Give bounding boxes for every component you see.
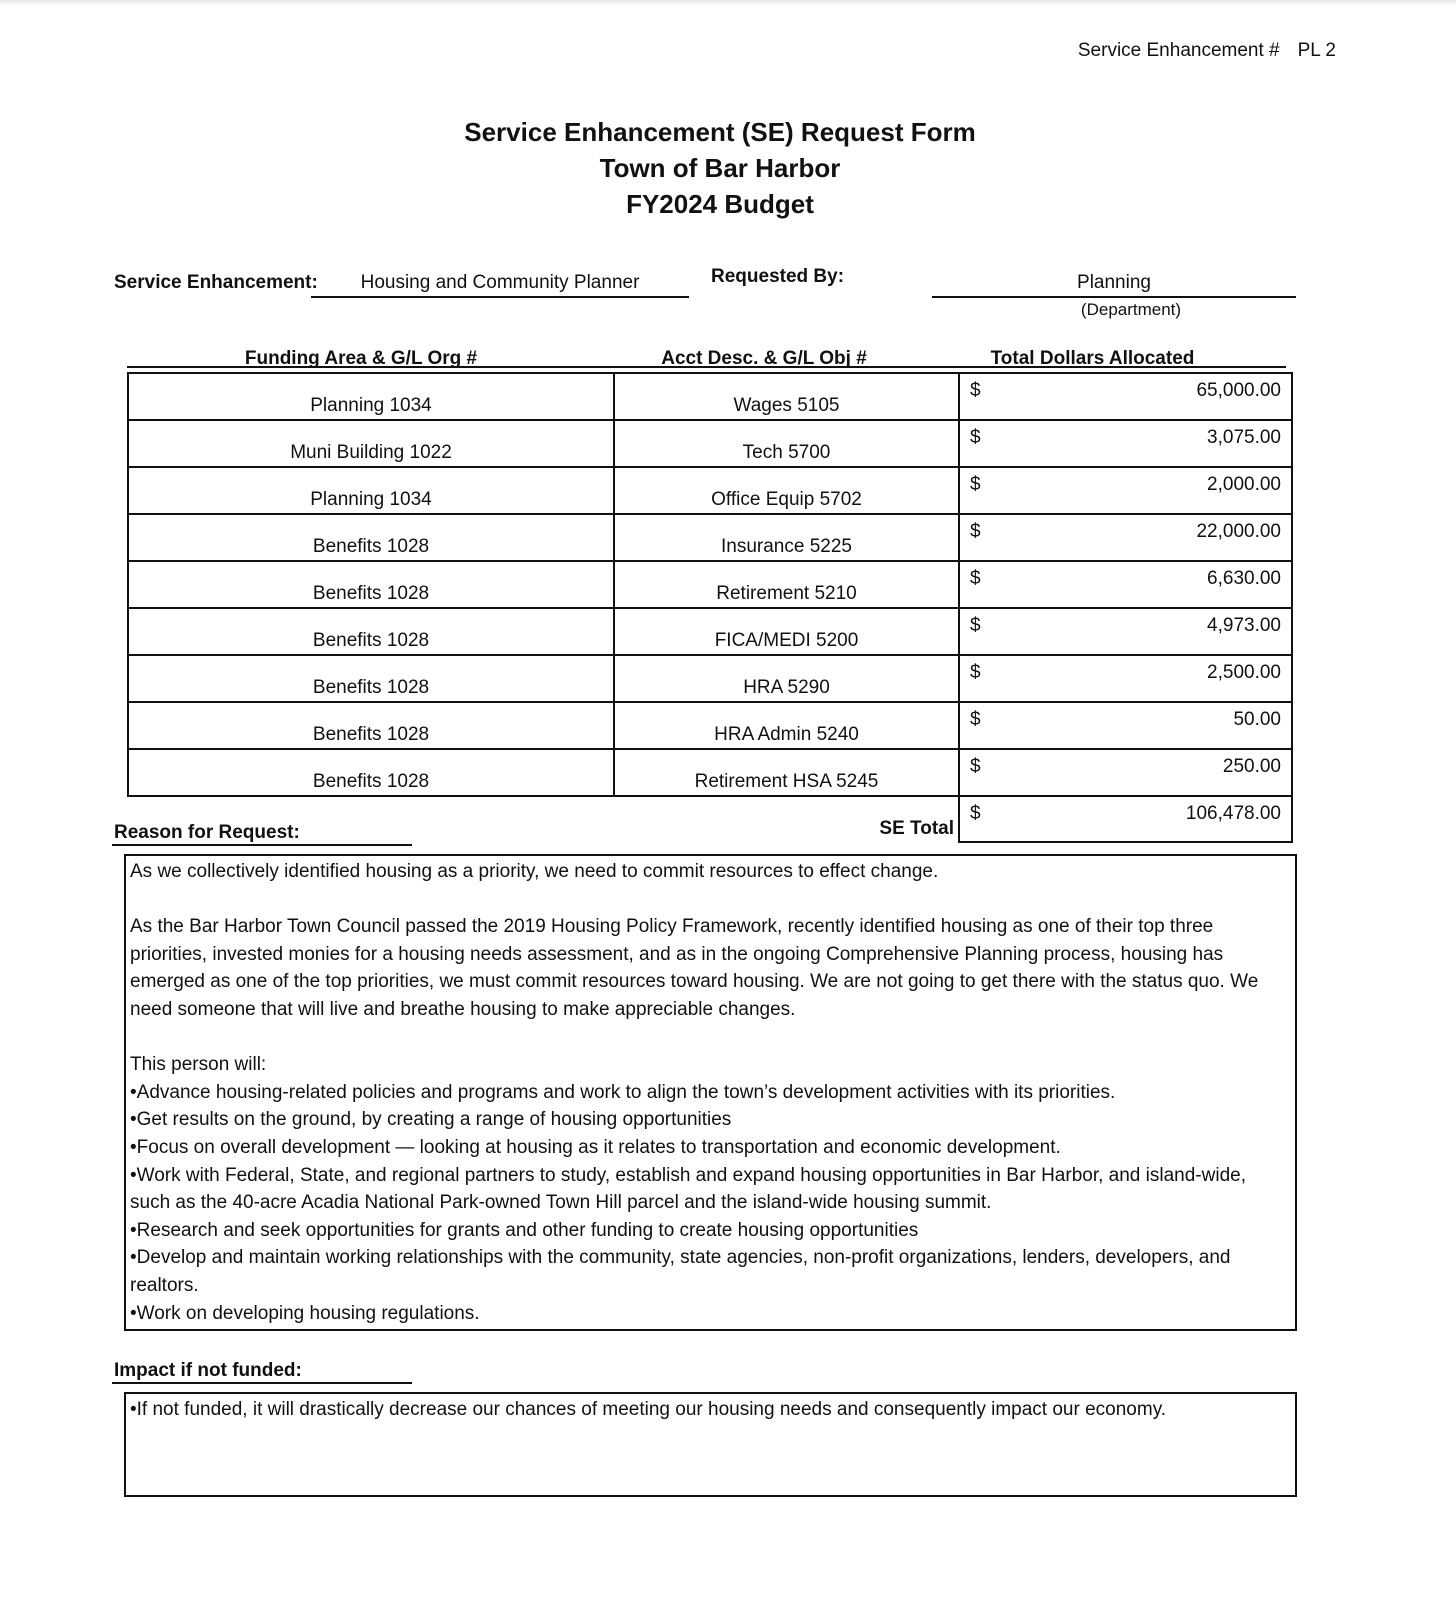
table-row [128, 373, 1292, 420]
reason-bullet: •Advance housing-related policies and programs and work to align the town’s development activities with its priorities. [130, 1081, 1116, 1103]
funding-area-cell: Benefits 1028 [128, 514, 614, 561]
currency-symbol: $ [970, 615, 981, 636]
currency-symbol: $ [970, 521, 981, 542]
amount-value: 65,000.00 [1196, 380, 1281, 401]
currency-symbol: $ [970, 568, 981, 589]
funding-area-cell: Benefits 1028 [128, 608, 614, 655]
funding-area-cell: Benefits 1028 [128, 561, 614, 608]
reason-paragraph-2: As the Bar Harbor Town Council passed the 2019 Housing Policy Framework, recently identified housing as one of their top three priorities, invested monies for a housing needs assessment, and as in the ongoing Comprehensive Planning process, housing has emerged as one of the top priorities, we must commit resources toward housing. We are not going to get there with the status quo. We need someone that will live and breathe housing to make appreciable changes. [130, 916, 1259, 1020]
account-desc-cell: FICA/MEDI 5200 [614, 608, 959, 655]
currency-symbol: $ [970, 380, 981, 401]
account-desc-cell: Wages 5105 [614, 373, 959, 420]
amount-cell [959, 702, 1292, 749]
reason-bullet: •Work with Federal, State, and regional partners to study, establish and expand housing opportunities in Bar Harbor, and island-wide, such as the 40-acre Acadia National Park-owned Town Hill parcel and the island-wide housing summit. [130, 1164, 1246, 1214]
currency-symbol: $ [970, 662, 981, 683]
account-desc-cell: Insurance 5225 [614, 514, 959, 561]
col-header-acct: Acct Desc. & G/L Obj # [661, 348, 867, 369]
amount-value: 250.00 [1222, 756, 1281, 777]
table-row [128, 420, 1292, 467]
amount-value: 50.00 [1233, 709, 1281, 730]
amount-cell [959, 514, 1292, 561]
funding-area-cell: Benefits 1028 [128, 749, 614, 796]
amount-cell [959, 561, 1292, 608]
impact-text: •If not funded, it will drastically decrease our chances of meeting our housing needs and consequently impact our economy. [130, 1399, 1167, 1420]
funding-area-cell: Benefits 1028 [128, 702, 614, 749]
account-desc-cell: Tech 5700 [614, 420, 959, 467]
amount-cell [959, 420, 1292, 467]
se-number [1000, 40, 1336, 62]
funding-area-cell: Planning 1034 [128, 467, 614, 514]
funding-area-cell: Planning 1034 [128, 373, 614, 420]
account-desc-cell: Retirement HSA 5245 [614, 749, 959, 796]
amount-value: 3,075.00 [1207, 427, 1281, 448]
se-number-value: PL 2 [1297, 40, 1336, 61]
amount-value: 2,000.00 [1207, 474, 1281, 495]
amount-value: 2,500.00 [1207, 662, 1281, 683]
reason-intro: This person will: [130, 1054, 267, 1076]
title-line-2: Town of Bar Harbor [599, 153, 841, 183]
amount-cell [959, 749, 1292, 796]
col-header-funding: Funding Area & G/L Org # [244, 348, 478, 369]
currency-symbol: $ [970, 756, 981, 777]
form-title [0, 114, 1440, 222]
impact-box [124, 1392, 1297, 1497]
reason-paragraph-1: As we collectively identified housing as a priority, we need to commit resources to effect change. [130, 861, 939, 882]
department-caption: (Department) [1080, 300, 1182, 319]
page-top-edge [0, 0, 1456, 6]
title-line-3: FY2024 Budget [626, 189, 814, 219]
se-total-label: SE Total [879, 818, 954, 839]
amount-cell [959, 608, 1292, 655]
se-total-cell [959, 796, 1292, 842]
currency-symbol: $ [970, 803, 981, 824]
currency-symbol: $ [970, 427, 981, 448]
amount-cell [959, 467, 1292, 514]
amount-value: 4,973.00 [1207, 615, 1281, 636]
table-row [128, 467, 1292, 514]
currency-symbol: $ [970, 474, 981, 495]
table-row [128, 561, 1292, 608]
requested-by-label: Requested By: [711, 266, 845, 287]
reason-bullet: •Work on developing housing regulations. [130, 1302, 480, 1324]
account-desc-cell: HRA 5290 [614, 655, 959, 702]
table-row [128, 608, 1292, 655]
account-desc-cell: HRA Admin 5240 [614, 702, 959, 749]
reason-bullet: •Focus on overall development — looking at housing as it relates to transportation and economic development. [130, 1136, 1061, 1158]
amount-cell [959, 373, 1292, 420]
se-total-amount: 106,478.00 [1185, 803, 1281, 824]
se-number-label: Service Enhancement # [1077, 40, 1280, 61]
service-enhancement-field: Housing and Community Planner [311, 272, 689, 298]
table-row [128, 514, 1292, 561]
title-line-1: Service Enhancement (SE) Request Form [464, 117, 976, 147]
funding-area-cell: Muni Building 1022 [128, 420, 614, 467]
reason-label: Reason for Request: [112, 822, 412, 846]
department-field: Planning [932, 272, 1296, 298]
funding-area-cell: Benefits 1028 [128, 655, 614, 702]
table-row [128, 749, 1292, 796]
reason-bullet: •Get results on the ground, by creating a range of housing opportunities [130, 1109, 732, 1131]
reason-box [124, 854, 1297, 1331]
col-header-total: Total Dollars Allocated [990, 348, 1195, 369]
impact-label: Impact if not funded: [112, 1360, 412, 1384]
amount-value: 22,000.00 [1196, 521, 1281, 542]
reason-bullet: •Develop and maintain working relationships with the community, state agencies, non-profit organizations, lenders, developers, and realtors. [130, 1247, 1231, 1296]
allocation-table [127, 372, 1293, 843]
account-desc-cell: Office Equip 5702 [614, 467, 959, 514]
account-desc-cell: Retirement 5210 [614, 561, 959, 608]
currency-symbol: $ [970, 709, 981, 730]
table-row [128, 655, 1292, 702]
reason-bullet: •Research and seek opportunities for grants and other funding to create housing opportunities [130, 1219, 919, 1241]
amount-cell [959, 655, 1292, 702]
reason-bullet-list [130, 1079, 1291, 1327]
table-top-rule [127, 366, 1286, 368]
table-row [128, 702, 1292, 749]
amount-value: 6,630.00 [1207, 568, 1281, 589]
service-enhancement-label: Service Enhancement: [114, 272, 318, 293]
